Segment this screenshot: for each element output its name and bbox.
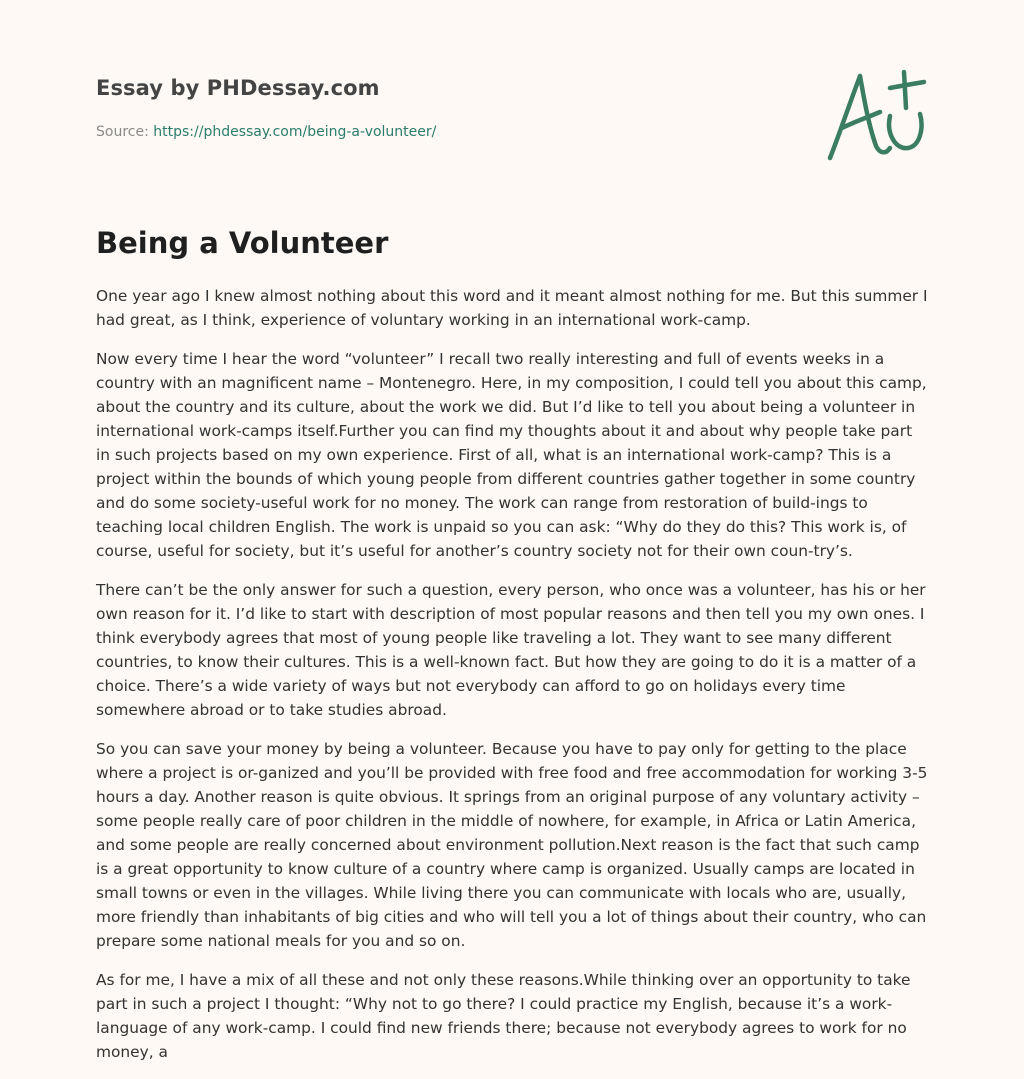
essay-body: [96, 284, 930, 1079]
essay-paragraph: As for me, I have a mix of all these and not only these reasons.While thinking over an opportunity to take part in such a project I thought: “Why not to go there? I could practice my English, because it’s a work-language of any work-camp. I could find new friends there; because not everybody agrees to work for no money, a: [96, 971, 911, 1061]
site-brand: Essay by PHDessay.com: [96, 76, 380, 100]
source-label: Source:: [96, 124, 154, 140]
essay-title: Being a Volunteer: [96, 226, 389, 260]
essay-paragraph: So you can save your money by being a volunteer. Because you have to pay only for getting to the place where a project is or-ganized and you’ll be provided with free food and free accommodation for working 3-5 hours a day. Another reason is quite obvious. It springs from an original purpose of any voluntary activity – some people really care of poor children in the middle of nowhere, for example, in Africa or Latin America, and some people are really concerned about environment pollution.Next reason is the fact that such camp is a great opportunity to know culture of a country where camp is organized. Usually camps are located in small towns or even in the villages. While living there you can communicate with locals who are, usually, more friendly than inhabitants of big cities and who will tell you a lot of things about their country, who can prepare some national meals for you and so on.: [96, 740, 928, 950]
source-link[interactable]: https://phdessay.com/being-a-volunteer/: [153, 124, 437, 140]
essay-paragraph: There can’t be the only answer for such a question, every person, who once was a volunteer, has his or her own reason for it. I’d like to start with description of most popular reasons and then tell you my own ones. I think everybody agrees that most of young people like traveling a lot. They want to see many different countries, to know their cultures. This is a well-known fact. But how they are going to do it is a matter of a choice. There’s a wide variety of ways but not everybody can afford to go on holidays every time somewhere abroad or to take studies abroad.: [96, 581, 926, 719]
essay-paragraph: One year ago I knew almost nothing about this word and it meant almost nothing for me. But this summer I had great, as I think, experience of voluntary working in an international work-camp.: [96, 287, 928, 329]
a-plus-logo-icon: [824, 68, 928, 164]
source-line: [96, 124, 436, 140]
essay-paragraph: Now every time I hear the word “volunteer” I recall two really interesting and full of events weeks in a country with an magnificent name – Montenegro. Here, in my composition, I could tell you about this camp, about the country and its culture, about the work we did. But I’d like to tell you about being a volunteer in international work-camps itself.Further you can find my thoughts about it and about why people take part in such projects based on my own experience. First of all, what is an international work-camp? This is a project within the bounds of which young people from different countries gather together in some country and do some society-useful work for no money. The work can range from restoration of build-ings to teaching local children English. The work is unpaid so you can ask: “Why do they do this? This work is, of course, useful for society, but it’s useful for another’s country society not for their own coun-try’s.: [96, 350, 927, 560]
